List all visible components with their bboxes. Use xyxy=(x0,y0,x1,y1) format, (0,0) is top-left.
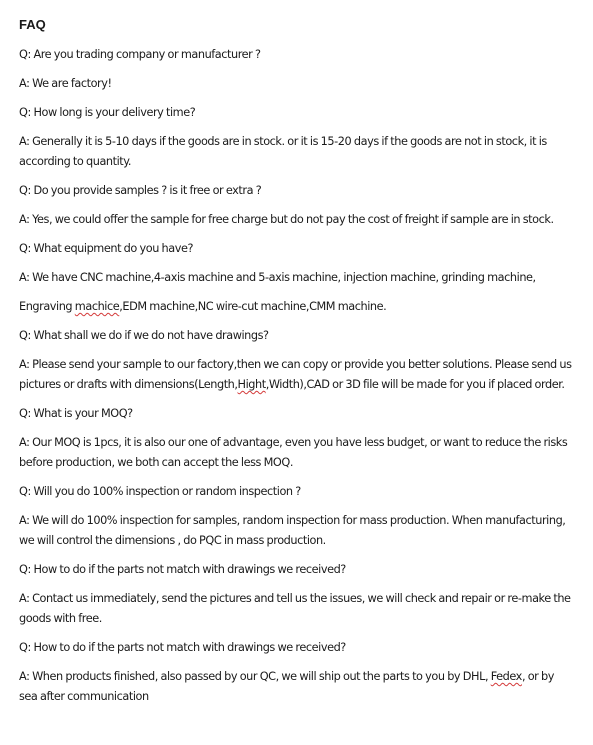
answer-shipping-line-2: sea after communication xyxy=(19,690,149,703)
answer-parts-not-match xyxy=(19,589,587,629)
answer-delivery-time xyxy=(19,132,587,172)
page-title: FAQ xyxy=(19,17,46,32)
answer-samples: A: Yes, we could offer the sample for free charge but do not pay the cost of freight if sample are in stock. xyxy=(19,213,554,226)
dimensions-text-start: pictures or drafts with dimensions(Length, xyxy=(19,378,238,391)
shipping-text-start: A: When products finished, also passed by our QC, we will ship out the parts to you by DHL, xyxy=(19,670,491,683)
answer-moq-line-2: before production, we both can accept the less MOQ. xyxy=(19,456,293,469)
answer-inspection xyxy=(19,511,587,551)
answer-delivery-line-1: A: Generally it is 5-10 days if the goods are in stock. or it is 15-20 days if the goods are not in stock, it is xyxy=(19,135,547,148)
question-trading-or-manufacturer: Q: Are you trading company or manufacturer ? xyxy=(19,48,261,61)
question-moq: Q: What is your MOQ? xyxy=(19,407,133,420)
answer-equipment-line-1: A: We have CNC machine,4-axis machine and 5-axis machine, injection machine, grinding machine, xyxy=(19,271,536,284)
question-parts-not-match-repeat: Q: How to do if the parts not match with drawings we received? xyxy=(19,641,346,654)
answer-delivery-line-2: according to quantity. xyxy=(19,155,132,168)
equipment-text-start: Engraving xyxy=(19,300,75,313)
answer-shipping-line-1 xyxy=(19,667,587,687)
answer-inspection-line-1: A: We will do 100% inspection for samples, random inspection for mass production. When manufacturing, xyxy=(19,514,566,527)
dimensions-text-end: ,Width),CAD or 3D file will be made for you if placed order. xyxy=(265,378,565,391)
equipment-text-end: ,EDM machine,NC wire-cut machine,CMM machine. xyxy=(119,300,387,313)
answer-parts-not-match-line-1: A: Contact us immediately, send the pictures and tell us the issues, we will check and repair or re-make the xyxy=(19,592,571,605)
answer-no-drawings-line-1: A: Please send your sample to our factory,then we can copy or provide you better solutions. Please send us xyxy=(19,358,572,371)
answer-no-drawings xyxy=(19,355,587,395)
answer-parts-not-match-line-2: goods with free. xyxy=(19,612,102,625)
misspelled-word-machice: machice xyxy=(74,300,120,313)
answer-factory: A: We are factory! xyxy=(19,77,112,90)
misspelled-word-hight: Hight xyxy=(237,378,266,391)
answer-moq xyxy=(19,433,587,473)
question-delivery-time: Q: How long is your delivery time? xyxy=(19,106,196,119)
question-samples: Q: Do you provide samples ? is it free or extra ? xyxy=(19,184,262,197)
answer-no-drawings-line-2 xyxy=(19,375,587,395)
question-equipment: Q: What equipment do you have? xyxy=(19,242,194,255)
shipping-text-end: , or by xyxy=(521,670,554,683)
answer-moq-line-1: A: Our MOQ is 1pcs, it is also our one of advantage, even you have less budget, or want to reduce the risks xyxy=(19,436,568,449)
answer-equipment-line-2 xyxy=(19,297,587,317)
question-parts-not-match: Q: How to do if the parts not match with drawings we received? xyxy=(19,563,346,576)
faq-document xyxy=(19,16,587,716)
question-inspection: Q: Will you do 100% inspection or random inspection ? xyxy=(19,485,301,498)
answer-inspection-line-2: we will control the dimensions , do PQC in mass production. xyxy=(19,534,326,547)
misspelled-word-fedex: Fedex xyxy=(490,670,522,683)
answer-shipping xyxy=(19,667,587,707)
question-no-drawings: Q: What shall we do if we do not have drawings? xyxy=(19,329,269,342)
